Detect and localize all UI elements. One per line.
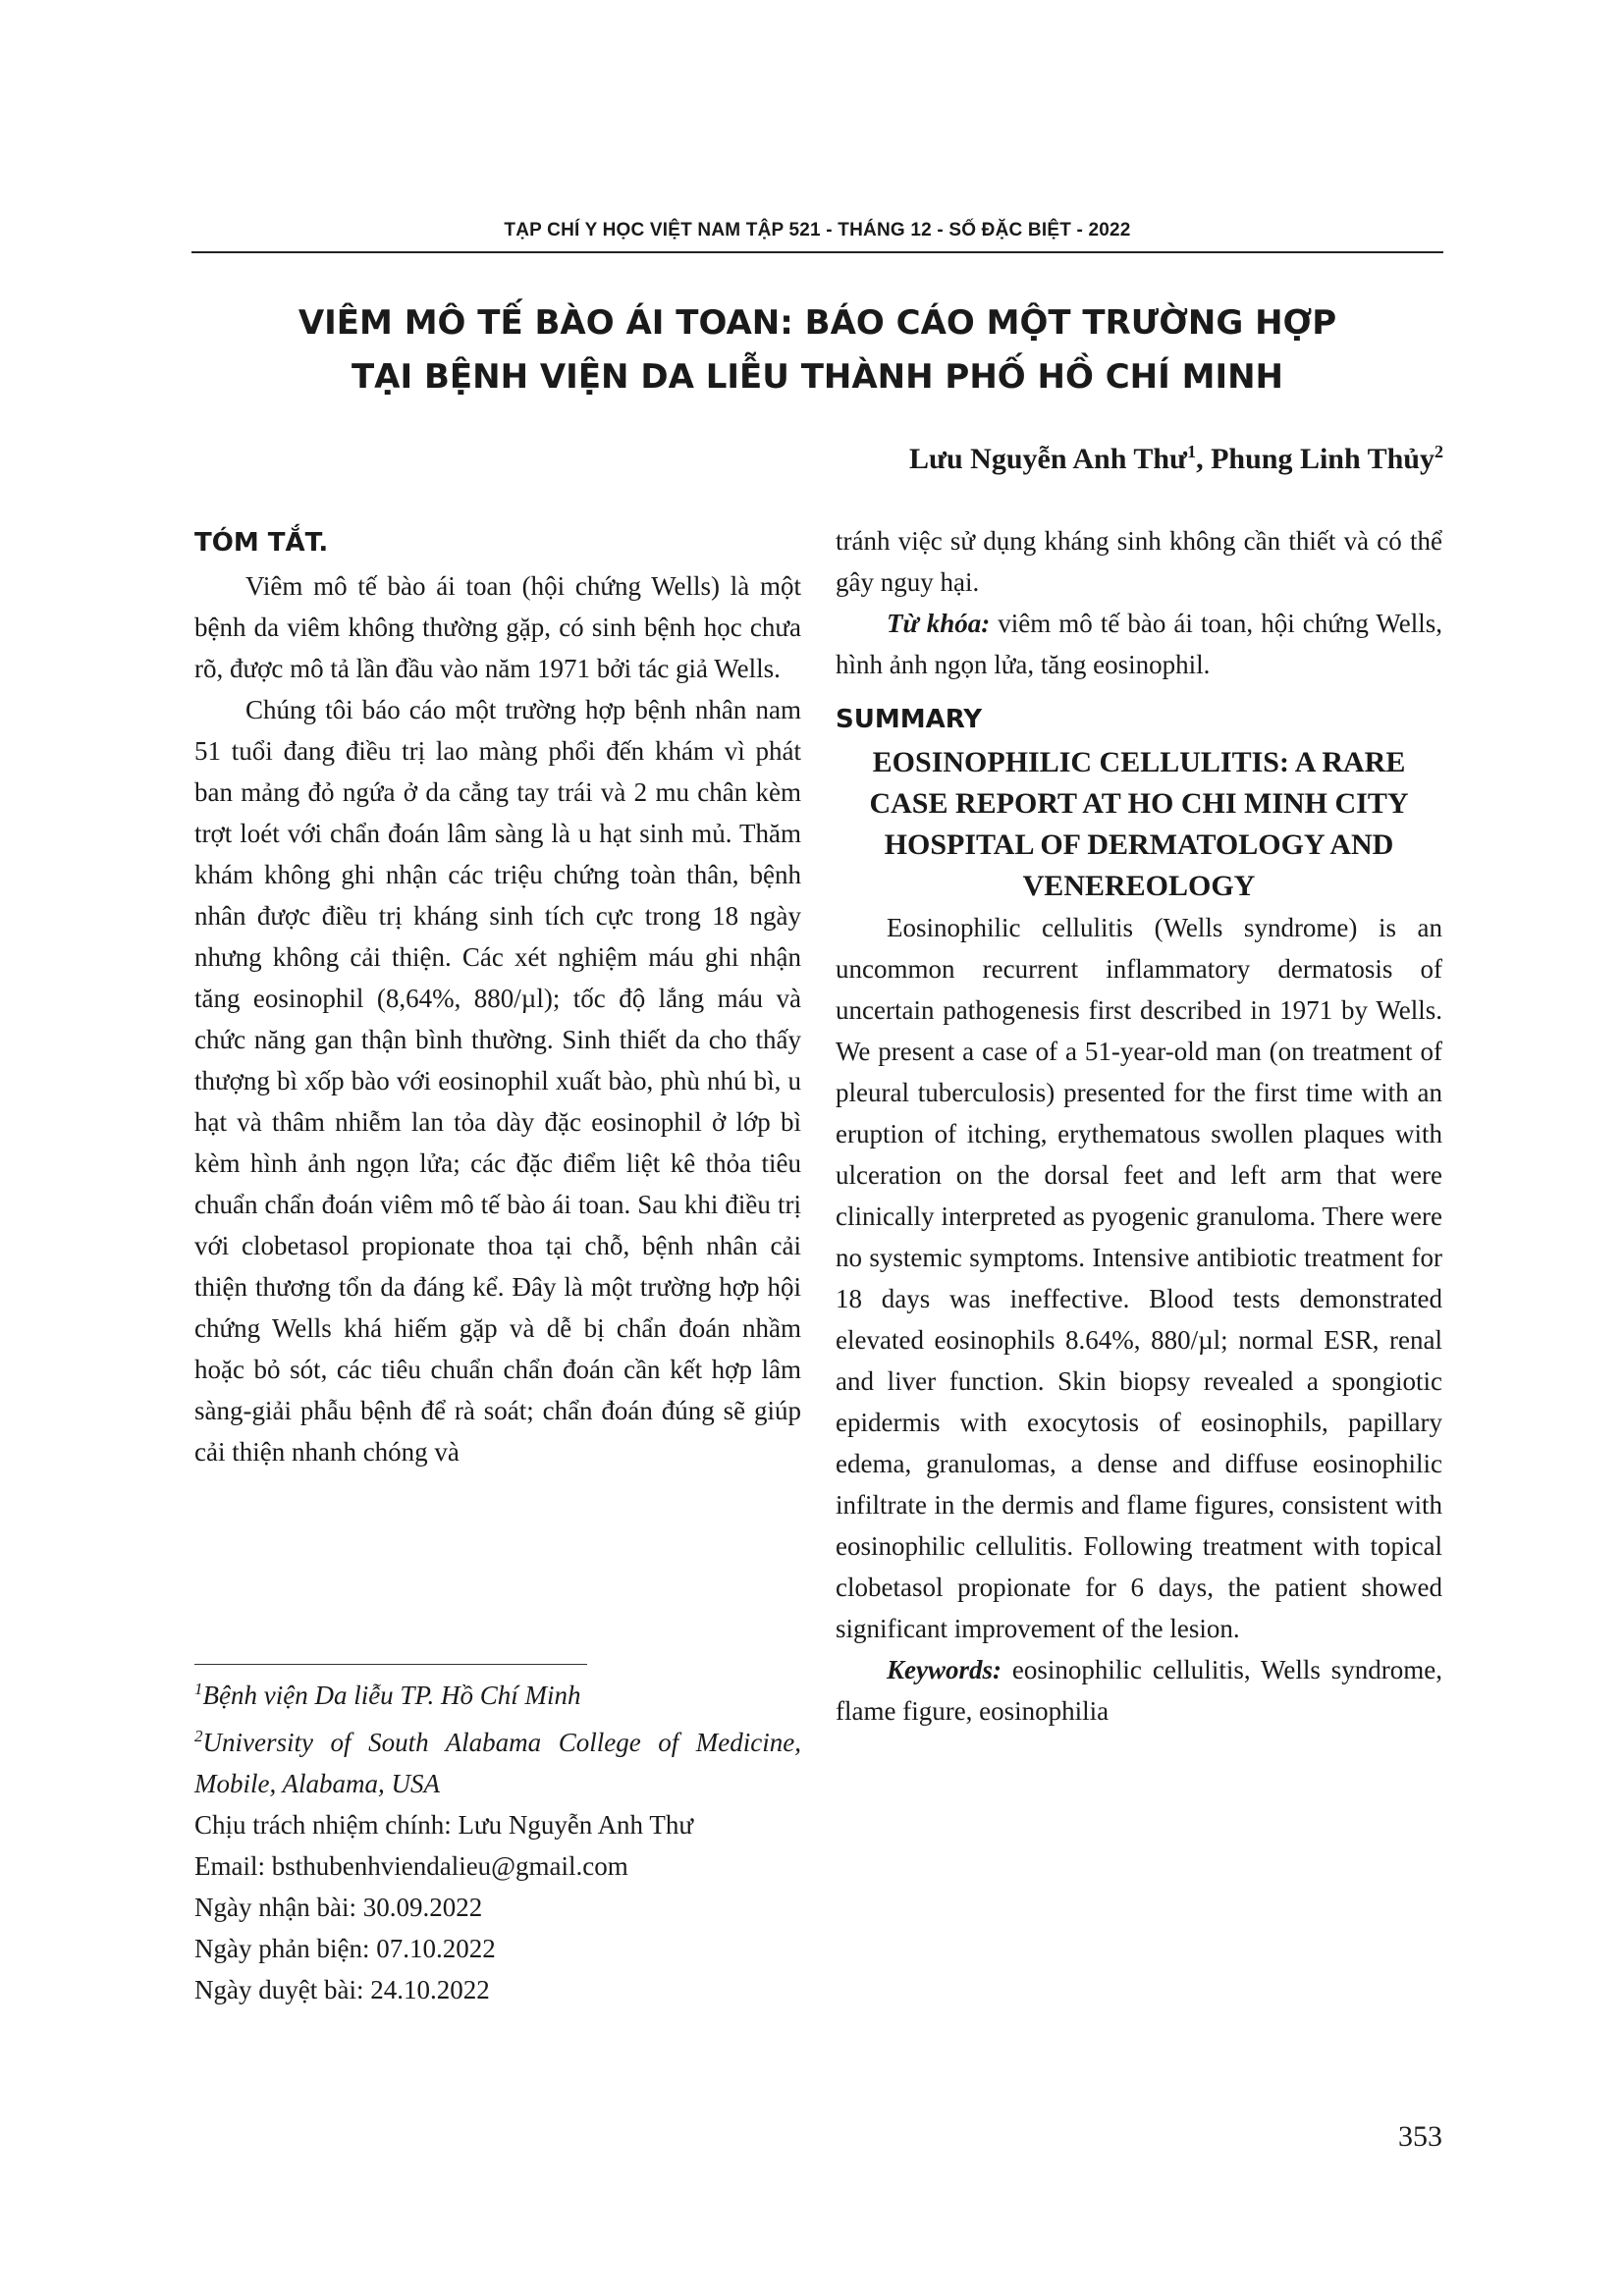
summary-keywords	[836, 1649, 1442, 1732]
corresponding-author: Chịu trách nhiệm chính: Lưu Nguyễn Anh Thư	[194, 1810, 693, 1840]
author-2-affiliation: 2	[1435, 442, 1443, 461]
footnotes	[194, 1669, 801, 2010]
affiliation-2-text: University of South Alabama College of Medicine, Mobile, Alabama, USA	[194, 1728, 801, 1798]
title-line-2: TẠI BỆNH VIỆN DA LIỄU THÀNH PHỐ HỒ CHÍ MINH	[351, 357, 1284, 397]
abstract-vi-keywords	[836, 603, 1442, 685]
journal-header: TẠP CHÍ Y HỌC VIỆT NAM TẬP 521 - THÁNG 12 - SỐ ĐẶC BIỆT - 2022	[504, 220, 1131, 240]
author-list	[909, 442, 1443, 476]
affiliation-2	[194, 1716, 801, 1804]
abstract-vi-paragraph-1: Viêm mô tế bào ái toan (hội chứng Wells) là một bệnh da viêm không thường gặp, có sinh bệnh học chưa rõ, được mô tả lần đầu vào năm 1971 bởi tác giả Wells.	[194, 571, 801, 683]
date-received: Ngày nhận bài: 30.09.2022	[194, 1893, 483, 1922]
date-accepted: Ngày duyệt bài: 24.10.2022	[194, 1975, 490, 2004]
right-column	[836, 520, 1442, 1732]
footnote-rule	[194, 1664, 587, 1665]
abstract-vi-paragraph-3: tránh việc sử dụng kháng sinh không cần thiết và có thể gây nguy hại.	[836, 526, 1442, 597]
date-reviewed: Ngày phản biện: 07.10.2022	[194, 1934, 496, 1963]
contact-email: Email: bsthubenhviendalieu@gmail.com	[194, 1851, 628, 1881]
keywords-vi-text: viêm mô tế bào ái toan, hội chứng Wells, hình ảnh ngọn lửa, tăng eosinophil.	[836, 609, 1442, 679]
author-1: Lưu Nguyễn Anh Thư	[908, 443, 1188, 475]
article-title	[191, 296, 1443, 404]
header-rule	[191, 251, 1443, 253]
keywords-en-label: Keywords:	[887, 1655, 1001, 1684]
left-column	[194, 520, 801, 1472]
author-2: Phung Linh Thủy	[1211, 443, 1435, 475]
keywords-vi-label: Từ khóa:	[887, 609, 991, 638]
author-1-affiliation: 1	[1187, 442, 1197, 461]
affiliation-2-marker: 2	[194, 1727, 203, 1745]
affiliation-1	[194, 1669, 801, 1716]
keywords-en-text: eosinophilic cellulitis, Wells syndrome, flame figure, eosinophilia	[836, 1655, 1442, 1726]
page-number: 353	[1398, 2120, 1442, 2153]
abstract-vi-paragraph-2: Chúng tôi báo cáo một trường hợp bệnh nhân nam 51 tuổi đang điều trị lao màng phổi đến khám vì phát ban mảng đỏ ngứa ở da cẳng tay trái và 2 mu chân kèm trợt loét với chẩn đoán lâm sàng là u hạt sinh mủ. Thăm khám không ghi nhận các triệu chứng toàn thân, bệnh nhân được điều trị kháng sinh tích cực trong 18 ngày nhưng không cải thiện. Các xét nghiệm máu ghi nhận tăng eosinophil (8,64%, 880/µl); tốc độ lắng máu và chức năng gan thận bình thường. Sinh thiết da cho thấy thượng bì xốp bào với eosinophil xuất bào, phù nhú bì, u hạt và thâm nhiễm lan tỏa dày đặc eosinophil ở lớp bì kèm hình ảnh ngọn lửa; các đặc điểm liệt kê thỏa tiêu chuẩn chẩn đoán viêm mô tế bào ái toan. Sau khi điều trị với clobetasol propionate thoa tại chỗ, bệnh nhân cải thiện thương tổn da đáng kể. Đây là một trường hợp hội chứng Wells khá hiếm gặp và dễ bị chẩn đoán nhầm hoặc bỏ sót, các tiêu chuẩn chẩn đoán cần kết hợp lâm sàng-giải phẫu bệnh để rà soát; chẩn đoán đúng sẽ giúp cải thiện nhanh chóng và	[194, 695, 801, 1467]
summary-title: EOSINOPHILIC CELLULITIS: A RARE CASE REPORT AT HO CHI MINH CITY HOSPITAL OF DERMATOLOGY AND VENEREOLOGY	[869, 746, 1409, 902]
summary-heading: SUMMARY	[836, 705, 983, 734]
author-separator: ,	[1196, 443, 1212, 475]
abstract-vi-heading: TÓM TẮT.	[194, 528, 329, 558]
summary-body: Eosinophilic cellulitis (Wells syndrome) is an uncommon recurrent inflammatory dermatosis of uncertain pathogenesis first described in 1971 by Wells. We present a case of a 51-year-old man (on treatment of pleural tuberculosis) presented for the first time with an eruption of itching, erythematous swollen plaques with ulceration on the dorsal feet and left arm that were clinically interpreted as pyogenic granuloma. There were no systemic symptoms. Intensive antibiotic treatment for 18 days was ineffective. Blood tests demonstrated elevated eosinophils 8.64%, 880/µl; normal ESR, renal and liver function. Skin biopsy revealed a spongiotic epidermis with exocytosis of eosinophils, papillary edema, granulomas, a dense and diffuse eosinophilic infiltrate in the dermis and flame figures, consistent with eosinophilic cellulitis. Following treatment with topical clobetasol propionate for 6 days, the patient showed significant improvement of the lesion.	[836, 913, 1442, 1643]
affiliation-1-text: Bệnh viện Da liễu TP. Hồ Chí Minh	[202, 1681, 581, 1710]
title-line-1: VIÊM MÔ TẾ BÀO ÁI TOAN: BÁO CÁO MỘT TRƯỜNG HỢP	[298, 303, 1337, 343]
affiliation-1-marker: 1	[194, 1680, 203, 1698]
